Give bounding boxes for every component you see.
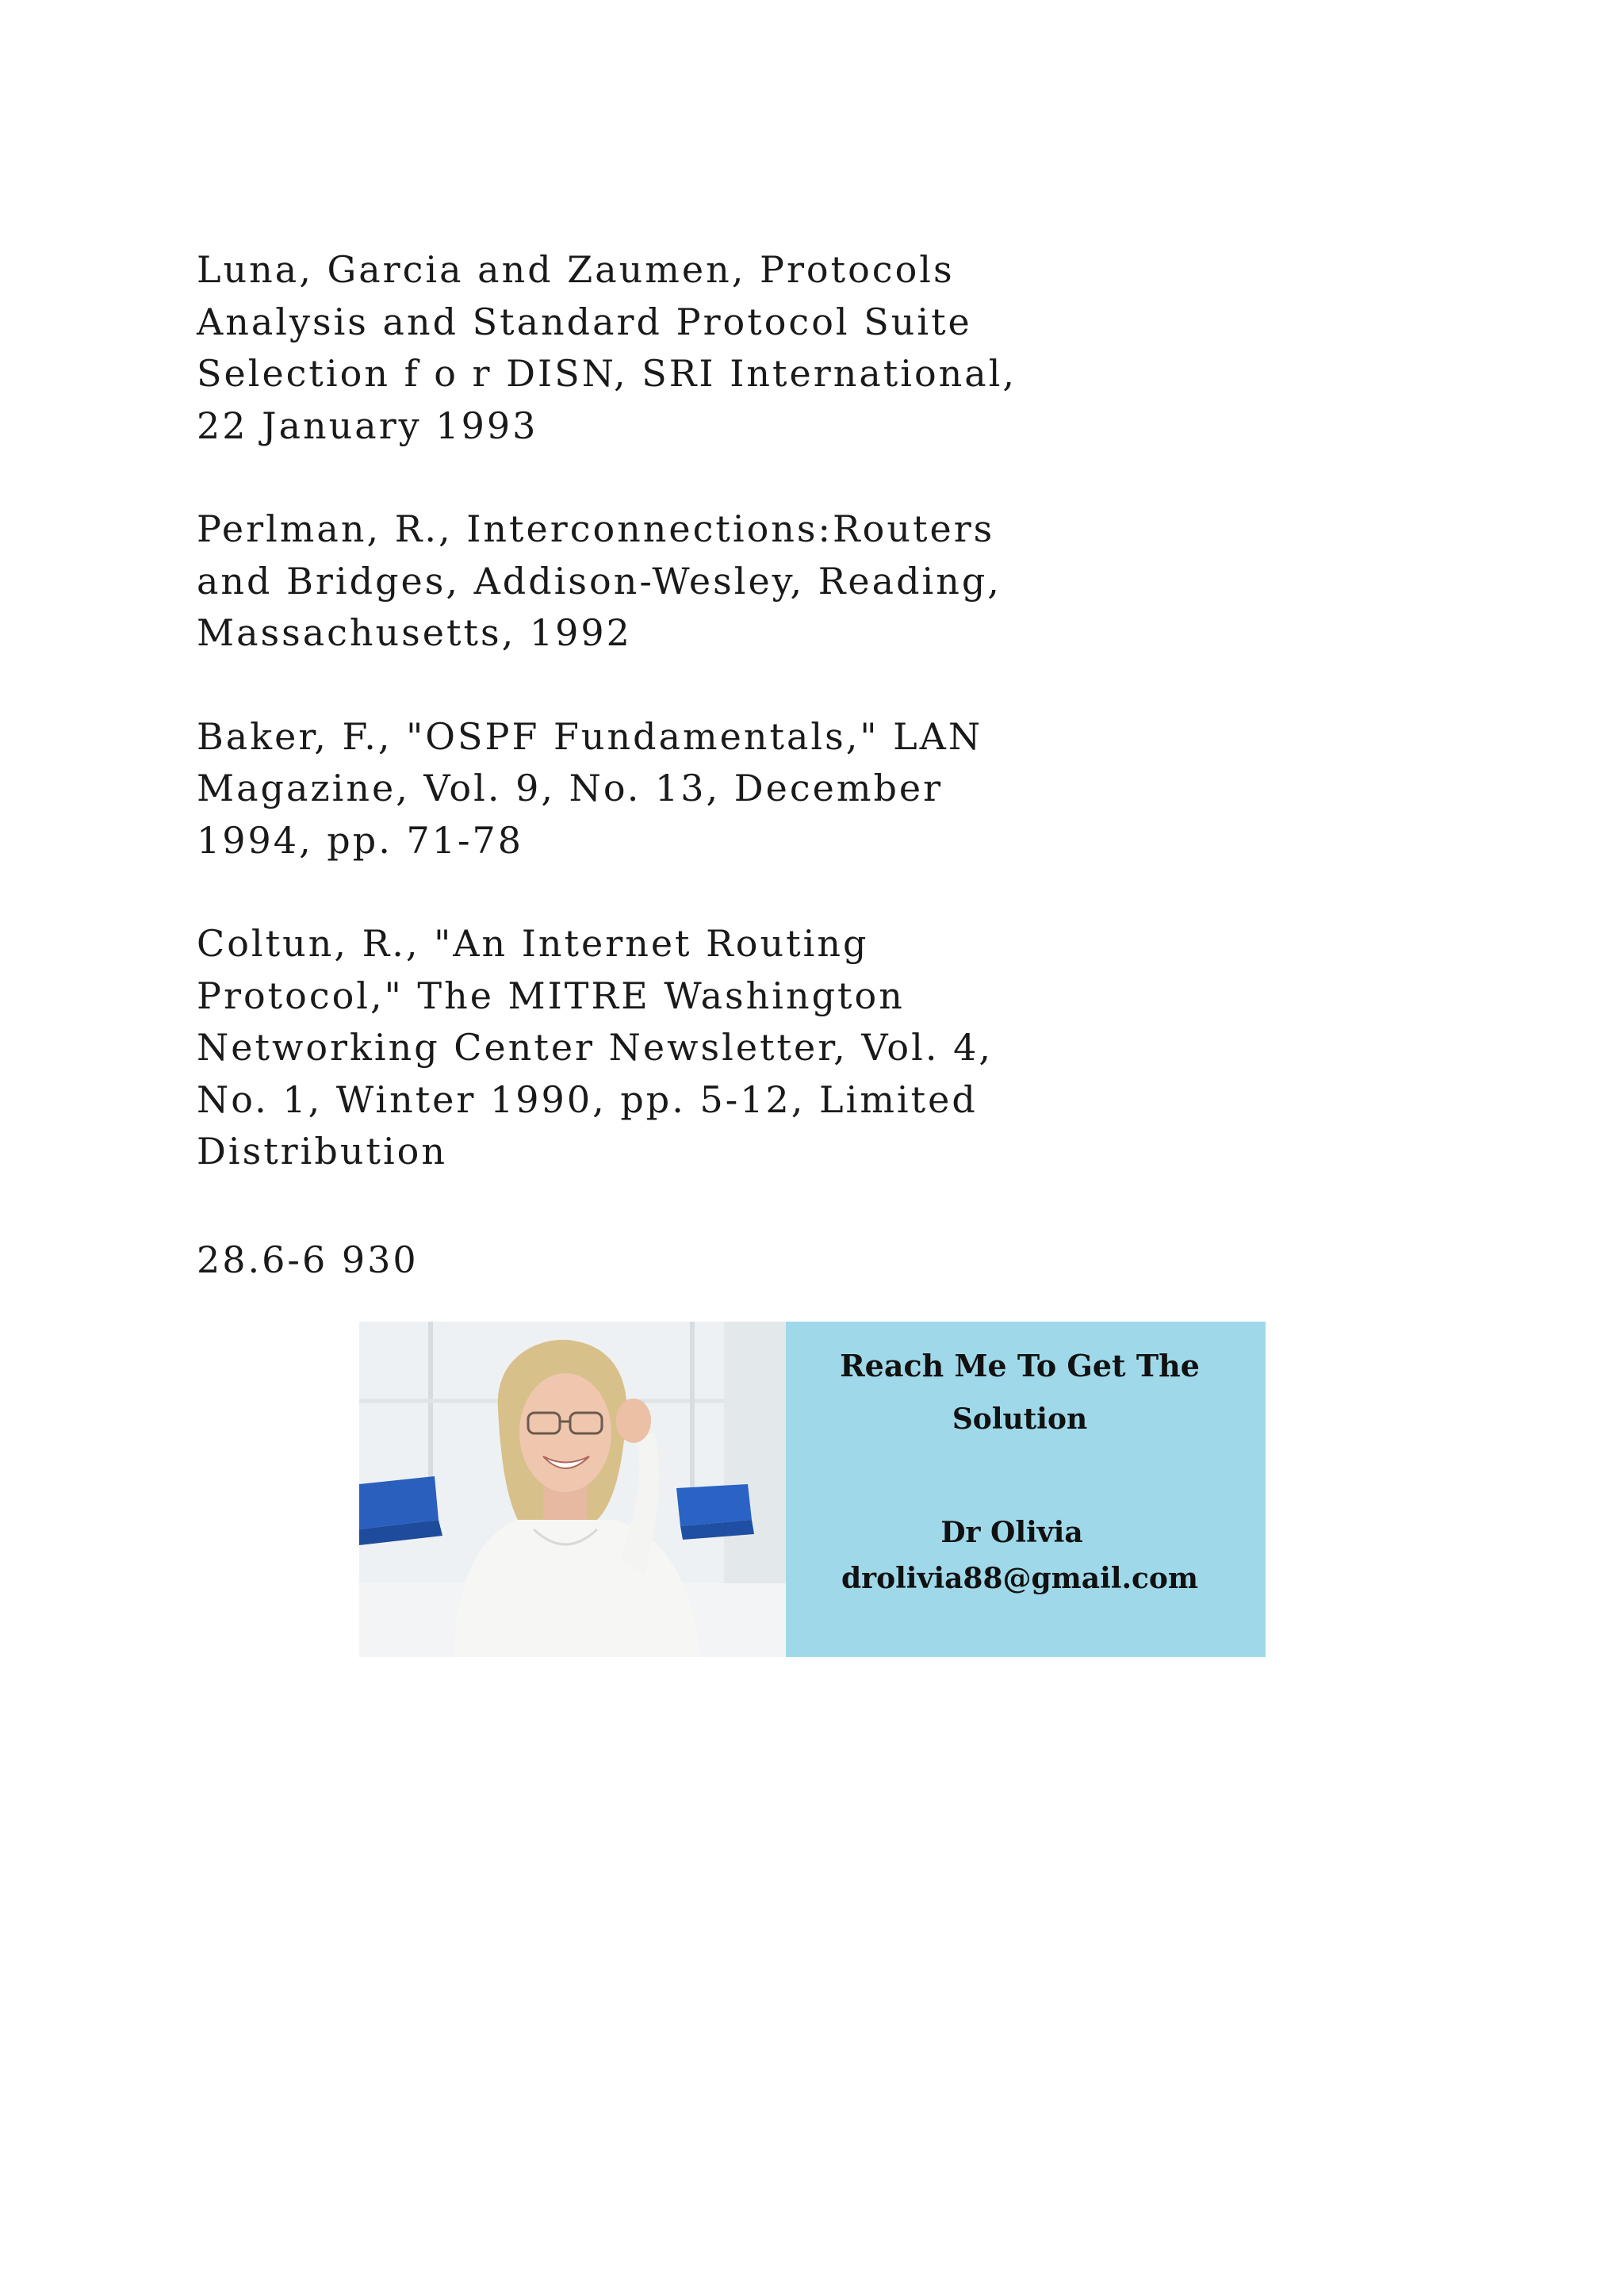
woman-photo-illustration xyxy=(359,1322,786,1657)
reference-entry: Luna, Garcia and Zaumen, Protocols Analysis and Standard Protocol Suite Selection f o r DISN, SRI International, 22 January 1993 xyxy=(197,248,1017,447)
cta-heading-continued: Solution xyxy=(952,1402,1088,1436)
page-number: 28.6-6 930 xyxy=(197,1238,419,1281)
cta-heading: Reach Me To Get The xyxy=(840,1348,1200,1383)
reference-entry: Perlman, R., Interconnections:Routers and Bridges, Addison-Wesley, Reading, Massachusetts, 1992 xyxy=(197,507,1002,654)
reference-list xyxy=(197,244,1228,1178)
contact-banner xyxy=(359,1322,1266,1657)
reference-entry: Coltun, R., "An Internet Routing Protocol," The MITRE Washington Networking Center Newsletter, Vol. 4, No. 1, Winter 1990, pp. 5-12, Limited Distribution xyxy=(197,922,993,1173)
contact-panel xyxy=(786,1322,1266,1657)
contact-email: drolivia88@gmail.com xyxy=(841,1562,1199,1595)
woman-photo xyxy=(359,1322,786,1657)
reference-entry: Baker, F., "OSPF Fundamentals," LAN Magazine, Vol. 9, No. 13, December 1994, pp. 71-78 xyxy=(197,714,983,862)
contact-name: Dr Olivia xyxy=(940,1516,1083,1549)
